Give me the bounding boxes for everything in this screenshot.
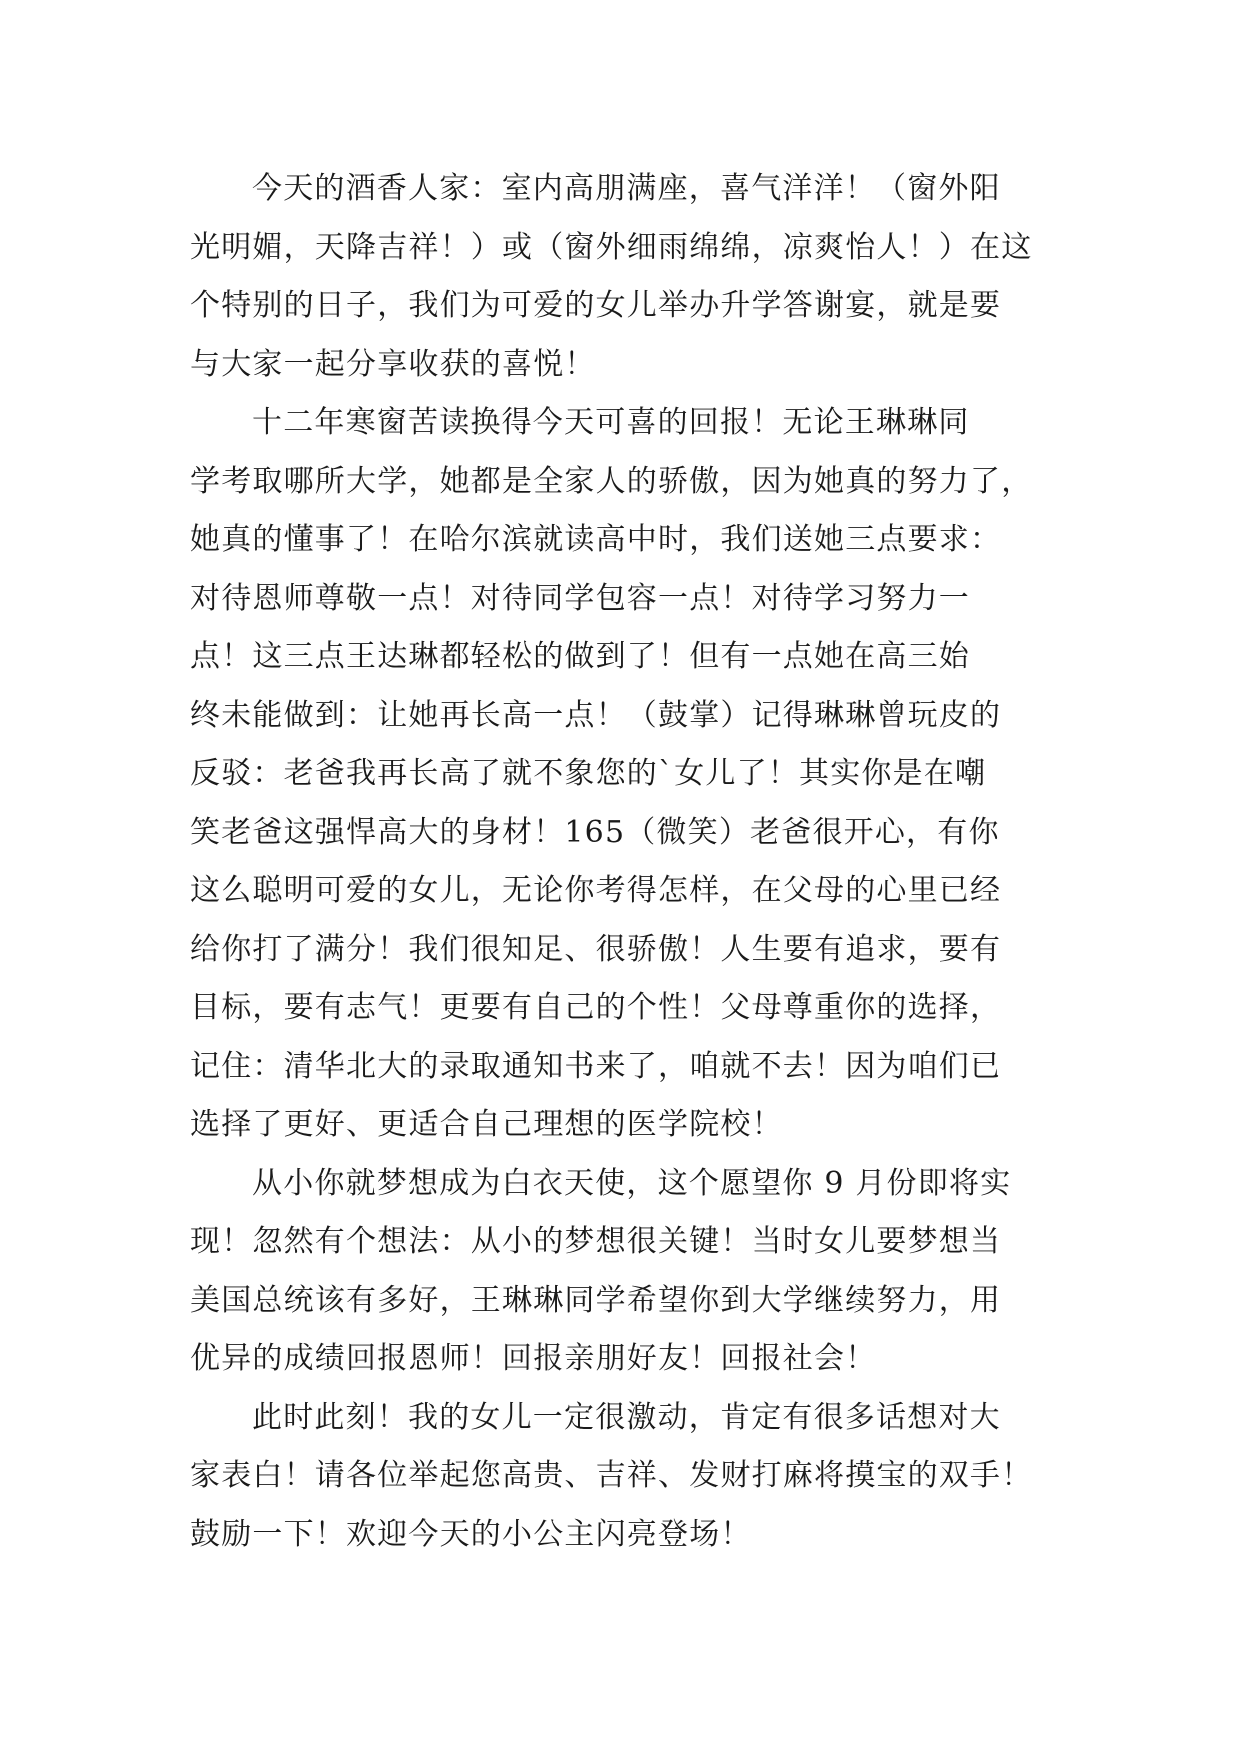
text-line: 对待恩师尊敬一点！对待同学包容一点！对待学习努力一: [190, 580, 970, 616]
text-line: 点！这三点王达琳都轻松的做到了！但有一点她在高三始: [190, 639, 970, 674]
text-line: 今天的酒香人家：室内高朋满座，喜气洋洋！（窗外阳: [252, 171, 1001, 206]
text-line: 与大家一起分享收获的喜悦！: [190, 346, 596, 382]
text-line: 学考取哪所大学，她都是全家人的骄傲，因为她真的努力了，: [190, 463, 1033, 499]
text-line: 美国总统该有多好，王琳琳同学希望你到大学继续努力，用: [190, 1282, 1002, 1318]
text-line: 光明媚，天降吉祥！）或（窗外细雨绵绵，凉爽怡人！）在这: [190, 229, 1033, 265]
text-line: 家表白！请各位举起您高贵、吉祥、发财打麻将摸宝的双手！: [190, 1458, 1033, 1493]
text-line: 选择了更好、更适合自己理想的医学院校！: [190, 1107, 783, 1142]
text-line: 现！忽然有个想法：从小的梦想很关键！当时女儿要梦想当: [190, 1224, 1002, 1259]
text-line: 鼓励一下！欢迎今天的小公主闪亮登场！: [190, 1516, 752, 1552]
text-line: 她真的懂事了！在哈尔滨就读高中时，我们送她三点要求：: [190, 522, 1002, 557]
text-line: 终未能做到：让她再长高一点！（鼓掌）记得琳琳曾玩皮的: [190, 697, 1002, 733]
text-line: 笑老爸这强悍高大的身材！165（微笑）老爸很开心，有你: [190, 814, 1000, 850]
text-line: 记住：清华北大的录取通知书来了，咱就不去！因为咱们已: [190, 1048, 1002, 1084]
document-body: [190, 160, 1060, 1564]
text-line: 此时此刻！我的女儿一定很激动，肯定有很多话想对大: [252, 1399, 1001, 1435]
text-line: 给你打了满分！我们很知足、很骄傲！人生要有追求，要有: [190, 931, 1002, 967]
text-line: 从小你就梦想成为白衣天使，这个愿望你 9 月份即将实: [252, 1165, 1012, 1201]
text-line: 个特别的日子，我们为可爱的女儿举办升学答谢宴，就是要: [190, 288, 1002, 323]
text-line: 优异的成绩回报恩师！回报亲朋好友！回报社会！: [190, 1341, 877, 1376]
text-line: 目标，要有志气！更要有自己的个性！父母尊重你的选择，: [190, 990, 1002, 1025]
text-line: 反驳：老爸我再长高了就不象您的`女儿了！其实你是在嘲: [190, 756, 987, 791]
text-line: 十二年寒窗苦读换得今天可喜的回报！无论王琳琳同: [252, 405, 970, 440]
text-line: 这么聪明可爱的女儿，无论你考得怎样，在父母的心里已经: [190, 873, 1002, 908]
